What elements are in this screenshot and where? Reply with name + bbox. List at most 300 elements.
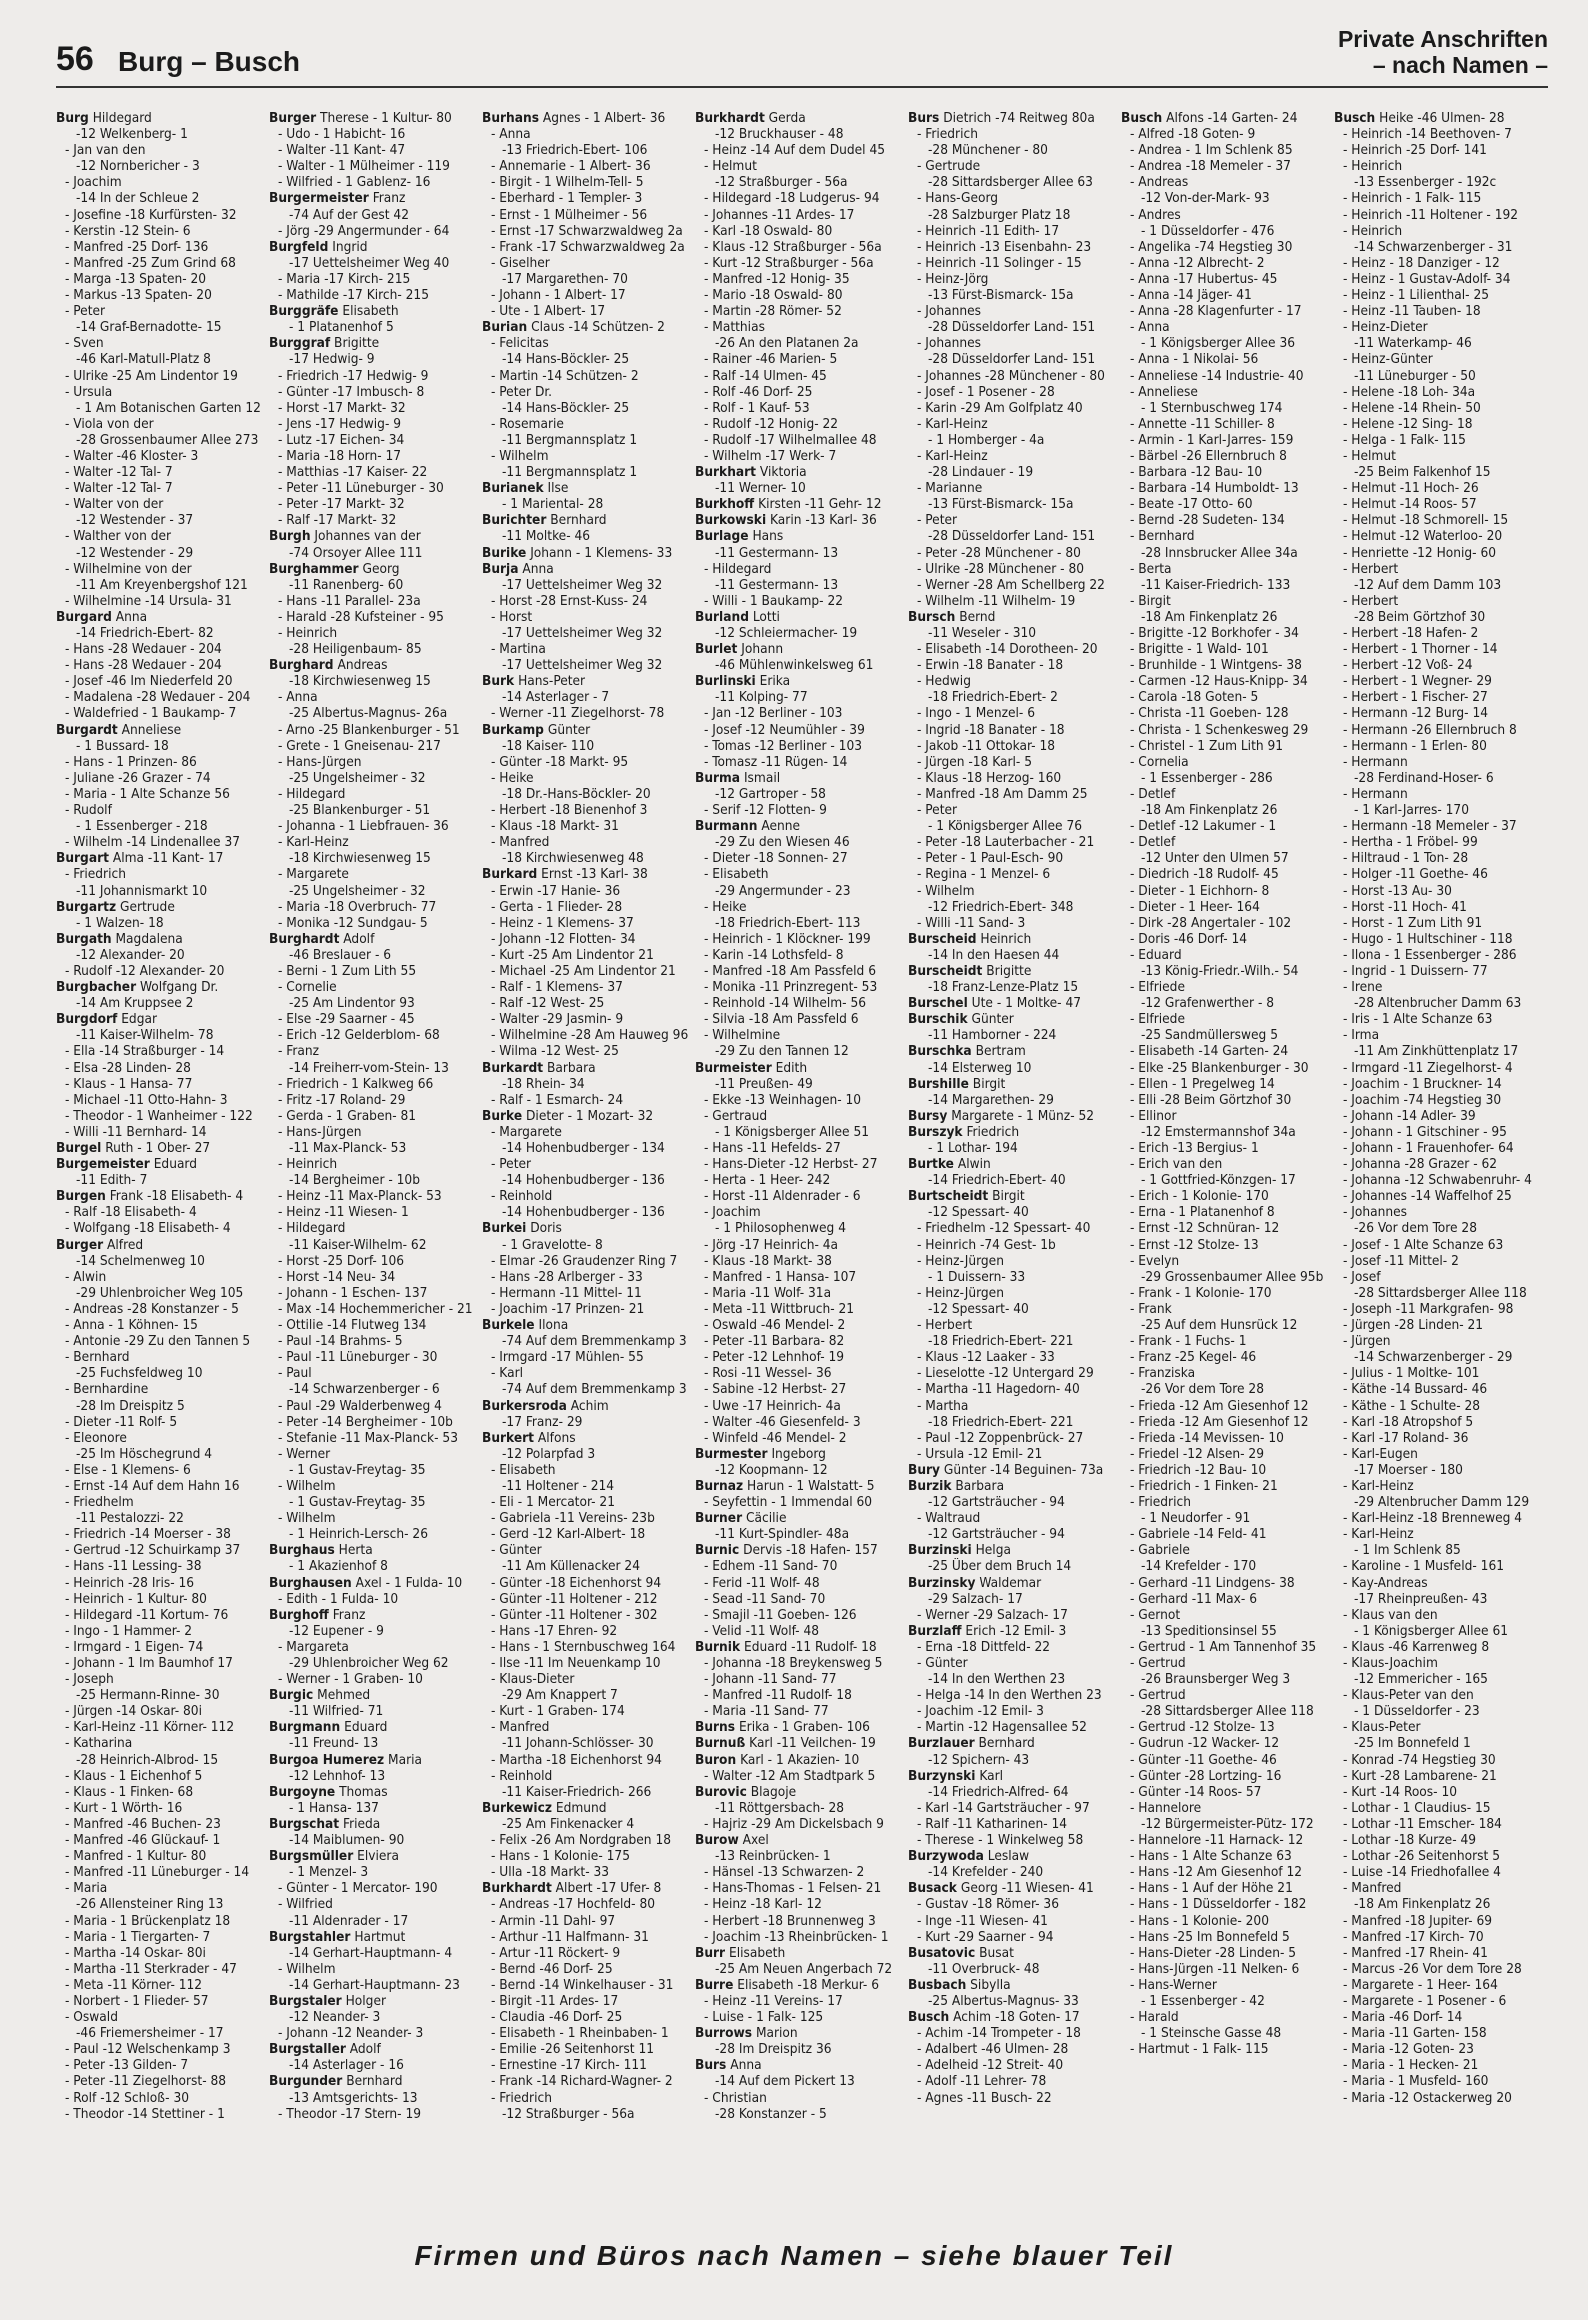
- surname-entry: [908, 609, 1121, 625]
- entry-detail: Elisabeth: [338, 303, 399, 320]
- person-entry: - Hermann - 1 Erlen- 80: [1343, 737, 1487, 754]
- directory-column: [695, 110, 908, 2220]
- person-entry: - Maria -46 Dorf- 14: [1343, 2009, 1463, 2026]
- address-line: -25 Sandmüllersweg 5: [1141, 1027, 1278, 1044]
- person-entry: - Ellinor: [1130, 1107, 1177, 1124]
- address-line: - 1 Heinrich-Lersch- 26: [289, 1526, 428, 1543]
- address-line: - 1 Gottfried-Könzgen- 17: [1141, 1172, 1296, 1189]
- person-entry: - Ralf -18 Elisabeth- 4: [65, 1204, 197, 1221]
- surname-entry: [56, 850, 269, 866]
- surname-entry: [695, 818, 908, 834]
- entry-detail: Achim -18 Goten- 17: [949, 2009, 1080, 2026]
- address-line: -14 Krefelder - 170: [1141, 1558, 1257, 1575]
- person-entry: - Walther von der: [65, 528, 172, 545]
- entry-detail: Marion: [752, 2025, 798, 2042]
- person-entry: - Wilhelm -17 Werk- 7: [704, 447, 837, 464]
- address-line: -17 Uettelsheimer Weg 32: [502, 625, 663, 641]
- person-entry: - Elisabeth - 1 Rheinbaben- 1: [491, 2025, 669, 2042]
- address-line: - 1 Akazienhof 8: [289, 1558, 388, 1575]
- entry-detail: Ilona: [534, 1317, 569, 1334]
- person-entry: - Walter -46 Giesenfeld- 3: [704, 1413, 861, 1430]
- person-entry: - Carmen -12 Haus-Knipp- 34: [1130, 673, 1308, 690]
- person-entry: - Maria - 1 Hecken- 21: [1343, 2057, 1479, 2074]
- address-line: -13 Amtsgerichts- 13: [289, 2089, 418, 2106]
- entry-detail: Adolf: [345, 2041, 381, 2058]
- person-entry: - Friedrich -17 Hedwig- 9: [278, 367, 429, 384]
- person-entry: - Gertrud -12 Schuirkamp 37: [65, 1542, 241, 1559]
- surname: Burner: [695, 1510, 743, 1527]
- address-line: -29 Am Knappert 7: [502, 1687, 618, 1704]
- person-entry: - Hans -28 Wedauer - 204: [65, 657, 222, 674]
- surname: Burzlaff: [908, 1622, 962, 1639]
- person-entry: - Manfred: [491, 834, 550, 851]
- entry-detail: Dietrich -74 Reitweg 80a: [939, 110, 1095, 126]
- person-entry: - Maria -11 Sand- 77: [704, 1703, 829, 1720]
- address-line: -14 Bergheimer - 10b: [289, 1172, 420, 1189]
- surname-entry: [56, 110, 269, 126]
- surname: Busch: [1334, 110, 1376, 126]
- surname-entry: [695, 1542, 908, 1558]
- entry-detail: Thomas: [335, 1783, 388, 1800]
- person-entry: - Friedhelm: [65, 1494, 134, 1511]
- entry-detail: Claus -14 Schützen- 2: [527, 319, 665, 336]
- entry-detail: Elviera: [353, 1848, 399, 1865]
- person-entry: - Karin -14 Lothsfeld- 8: [704, 946, 844, 963]
- address-line: -12 Auf dem Damm 103: [1354, 576, 1502, 593]
- address-line: -11 Hamborner - 224: [928, 1027, 1057, 1044]
- surname-entry: [908, 1076, 1121, 1092]
- directory-columns: [56, 110, 1546, 2220]
- person-entry: - Peter - 1 Paul-Esch- 90: [917, 850, 1064, 867]
- person-entry: - Lothar -18 Kurze- 49: [1343, 1832, 1477, 1849]
- person-entry: - Hans-Jürgen: [278, 753, 362, 770]
- person-entry: - Friedrich: [65, 866, 126, 883]
- surname-entry: [482, 1220, 695, 1236]
- person-entry: - Anna - 1 Nikolai- 56: [1130, 351, 1259, 368]
- section-title-line-2: – nach Namen –: [1372, 52, 1548, 78]
- surname: Burke: [482, 1107, 523, 1124]
- surname: Burkowski: [695, 512, 767, 529]
- address-line: -12 Straßburger - 56a: [715, 174, 848, 191]
- person-entry: - Günter -11 Goethe- 46: [1130, 1751, 1277, 1768]
- surname-entry: [269, 2073, 482, 2089]
- person-entry: - Ernst -12 Schnüran- 12: [1130, 1220, 1280, 1237]
- address-line: -12 Spessart- 40: [928, 1300, 1029, 1317]
- person-entry: - Joseph -11 Markgrafen- 98: [1343, 1300, 1514, 1317]
- person-entry: - Kurt -25 Am Lindentor 21: [491, 946, 654, 963]
- address-line: - 1 Homberger - 4a: [928, 431, 1045, 448]
- person-entry: - Hermann: [1343, 753, 1408, 770]
- person-entry: - Konrad -74 Hegstieg 30: [1343, 1751, 1496, 1768]
- surname: Burnaz: [695, 1477, 744, 1494]
- person-entry: - Martha -11 Sterkrader - 47: [65, 1960, 237, 1977]
- address-line: -26 Vor dem Tore 28: [1141, 1381, 1264, 1398]
- person-entry: - Norbert - 1 Flieder- 57: [65, 1992, 209, 2009]
- entry-detail: Ismail: [740, 769, 781, 786]
- person-entry: - Walter - 1 Mülheimer - 119: [278, 158, 450, 175]
- person-entry: - Maria - 1 Alte Schanze 56: [65, 785, 230, 802]
- address-line: -17 Margarethen- 70: [502, 270, 628, 287]
- person-entry: - Ingrid -18 Banater - 18: [917, 721, 1065, 738]
- surname: Burgmann: [269, 1719, 341, 1736]
- person-entry: - Horst -14 Neu- 34: [278, 1268, 396, 1285]
- person-entry: - Ingrid - 1 Duissern- 77: [1343, 962, 1488, 979]
- entry-detail: Hans: [748, 528, 784, 545]
- person-entry: - Rosi -11 Wessel- 36: [704, 1365, 832, 1382]
- person-entry: - Inge -11 Wiesen- 41: [917, 1912, 1048, 1929]
- address-line: -12 Koopmann- 12: [715, 1461, 828, 1478]
- address-line: -18 Am Finkenplatz 26: [1141, 608, 1278, 625]
- person-entry: - Detlef -12 Lakumer - 1: [1130, 818, 1277, 835]
- entry-detail: Günter -14 Beguinen- 73a: [940, 1461, 1104, 1478]
- address-line: -12 Gartsträucher - 94: [928, 1526, 1065, 1543]
- person-entry: - Maria: [65, 1880, 108, 1897]
- person-entry: - Reinhold -14 Wilhelm- 56: [704, 995, 867, 1012]
- surname-entry: [908, 110, 1121, 126]
- person-entry: - Matthias: [704, 319, 765, 336]
- person-entry: - Martha -11 Hagedorn- 40: [917, 1381, 1080, 1398]
- address-line: -14 Hans-Böckler- 25: [502, 399, 630, 416]
- surname-entry: [269, 335, 482, 351]
- person-entry: - Horst -11 Aldenrader - 6: [704, 1188, 861, 1205]
- surname: Busatovic: [908, 1944, 976, 1961]
- person-entry: - Tomas -12 Berliner - 103: [704, 737, 863, 754]
- person-entry: - Helmut -18 Schmorell- 15: [1343, 512, 1509, 529]
- entry-detail: Edgar: [117, 1011, 157, 1028]
- person-entry: - Bernd -28 Sudeten- 134: [1130, 512, 1285, 529]
- address-line: - 1 Essenberger - 218: [76, 818, 208, 835]
- person-entry: - Joachim -12 Emil- 3: [917, 1703, 1044, 1720]
- entry-detail: Alwin: [953, 1156, 991, 1173]
- person-entry: - Walter -46 Kloster- 3: [65, 447, 199, 464]
- person-entry: - Klaus -18 Markt- 31: [491, 818, 619, 835]
- person-entry: - Joachim: [704, 1204, 761, 1221]
- entry-detail: Mehmed: [313, 1687, 371, 1704]
- address-line: -12 Friedrich-Ebert- 348: [928, 898, 1074, 915]
- person-entry: - Hedwig: [917, 673, 971, 690]
- person-entry: - Klaus -12 Straßburger - 56a: [704, 238, 882, 255]
- surname: Burovic: [695, 1783, 747, 1800]
- surname-entry: [56, 1237, 269, 1253]
- address-line: -11 Kolping- 77: [715, 689, 808, 706]
- person-entry: - Andreas -17 Hochfeld- 80: [491, 1896, 656, 1913]
- surname-entry: [269, 1719, 482, 1735]
- person-entry: - Heinz-Jürgen: [917, 1284, 1004, 1301]
- surname: Burns: [695, 1719, 736, 1736]
- address-line: -11 Johannismarkt 10: [76, 882, 208, 899]
- address-line: -14 Asterlager - 7: [502, 689, 610, 706]
- person-entry: - Werner: [278, 1445, 331, 1462]
- person-entry: - Ursula: [65, 383, 113, 400]
- address-line: -13 Reinbrücken- 1: [715, 1848, 831, 1865]
- person-entry: - Werner - 1 Graben- 10: [278, 1671, 423, 1688]
- surname: Burschka: [908, 1043, 972, 1060]
- entry-detail: Anna: [518, 560, 554, 577]
- person-entry: - Oswald -46 Mendel- 2: [704, 1317, 846, 1334]
- address-line: - 1 Walzen- 18: [76, 914, 164, 931]
- person-entry: - Bärbel -26 Ellernbruch 8: [1130, 447, 1287, 464]
- person-entry: - Heinz-Jörg: [917, 270, 989, 287]
- person-entry: - Josef -46 Im Niederfeld 20: [65, 673, 233, 690]
- person-entry: - Alfred -18 Goten- 9: [1130, 126, 1256, 143]
- person-entry: - Franz -25 Kegel- 46: [1130, 1349, 1257, 1366]
- person-entry: - Barbara -12 Bau- 10: [1130, 464, 1263, 481]
- entry-detail: Alma -11 Kant- 17: [108, 850, 224, 867]
- entry-detail: Bernhard: [342, 2073, 403, 2090]
- address-line: -28 Sittardsberger Allee 118: [1354, 1284, 1527, 1301]
- person-entry: - Gerta - 1 Flieder- 28: [491, 898, 623, 915]
- person-entry: - Friedrich: [1130, 1494, 1191, 1511]
- person-entry: - Wilhelmine -28 Am Hauweg 96: [491, 1027, 689, 1044]
- surname-entry: [482, 1880, 695, 1896]
- person-entry: - Bernhard: [1130, 528, 1195, 545]
- address-line: -18 Am Finkenplatz 26: [1354, 1896, 1491, 1913]
- surname-entry: [269, 2041, 482, 2057]
- address-line: -18 Am Finkenplatz 26: [1141, 802, 1278, 819]
- surname-entry: [269, 561, 482, 577]
- surname-entry: [56, 1188, 269, 1204]
- entry-detail: Barbara: [951, 1477, 1005, 1494]
- person-entry: - Ursula -12 Emil- 21: [917, 1445, 1043, 1462]
- person-entry: - Hildegard: [278, 1220, 346, 1237]
- surname: Burgsmüller: [269, 1848, 354, 1865]
- person-entry: - Edhem -11 Sand- 70: [704, 1558, 838, 1575]
- person-entry: - Günter -18 Eichenhorst 94: [491, 1574, 662, 1591]
- person-entry: - Manfred -11 Rudolf- 18: [704, 1687, 852, 1704]
- person-entry: - Hans -12 Am Giesenhof 12: [1130, 1864, 1303, 1881]
- address-line: -46 Karl-Matull-Platz 8: [76, 351, 211, 368]
- person-entry: - Gudrun -12 Wacker- 12: [1130, 1735, 1280, 1752]
- person-entry: - Wilhelm: [917, 882, 975, 899]
- person-entry: - Jürgen -14 Oskar- 80i: [65, 1703, 202, 1720]
- surname: Burkardt: [482, 1059, 544, 1076]
- address-line: -28 Ferdinand-Hoser- 6: [1354, 769, 1494, 786]
- person-entry: - Oswald: [65, 2009, 118, 2026]
- person-entry: - Peter -17 Markt- 32: [278, 496, 405, 513]
- surname-entry: [908, 1043, 1121, 1059]
- person-entry: - Walter -12 Tal- 7: [65, 480, 173, 497]
- entry-detail: Margarete - 1 Münz- 52: [947, 1107, 1095, 1124]
- person-entry: - Gertrude: [917, 158, 981, 175]
- address-line: -18 Franz-Lenze-Platz 15: [928, 979, 1079, 996]
- person-entry: - Peter Dr.: [491, 383, 553, 400]
- address-line: -14 In den Haesen 44: [928, 946, 1060, 963]
- address-line: -14 In der Schleue 2: [76, 190, 200, 207]
- person-entry: - Irene: [1343, 979, 1383, 996]
- person-entry: - Claudia -46 Dorf- 25: [491, 2009, 623, 2026]
- person-entry: - Wilhelm: [278, 1960, 336, 1977]
- person-entry: - Heinrich - 1 Klöckner- 199: [704, 930, 871, 947]
- entry-detail: Waldemar: [975, 1574, 1042, 1591]
- address-line: -28 Beim Görtzhof 30: [1354, 608, 1486, 625]
- person-entry: - Felicitas: [491, 335, 549, 352]
- address-line: -74 Orsoyer Allee 111: [289, 544, 423, 561]
- surname: Bursch: [908, 608, 956, 625]
- address-line: -11 Werner- 10: [715, 480, 806, 497]
- surname: Burgoa Humerez: [269, 1751, 385, 1768]
- surname-entry: [56, 899, 269, 915]
- person-entry: - Martin -14 Schützen- 2: [491, 367, 639, 384]
- person-entry: - Ella -14 Straßburger - 14: [65, 1043, 225, 1060]
- surname: Burgstahler: [269, 1928, 351, 1945]
- surname: Burmann: [695, 818, 758, 835]
- person-entry: - Hannelore: [1130, 1799, 1202, 1816]
- person-entry: - Giselher: [491, 254, 550, 271]
- entry-detail: Elisabeth -18 Merkur- 6: [733, 1976, 880, 1993]
- person-entry: - Dieter - 1 Eichhorn- 8: [1130, 882, 1270, 899]
- person-entry: - Frieda -14 Mevissen- 10: [1130, 1429, 1284, 1446]
- person-entry: - Friedrich - 1 Finken- 21: [1130, 1477, 1278, 1494]
- entry-detail: Karl - 1 Akazien- 10: [736, 1751, 860, 1768]
- surname-entry: [908, 2009, 1121, 2025]
- entry-detail: Agnes - 1 Albert- 36: [539, 110, 666, 126]
- person-entry: - Günter - 1 Mercator- 190: [278, 1880, 438, 1897]
- surname-entry: [482, 1398, 695, 1414]
- person-entry: - Cornelie: [278, 979, 337, 996]
- address-line: -11 Pestalozzi- 22: [76, 1510, 184, 1527]
- address-line: -14 Hohenbudberger - 136: [502, 1172, 665, 1189]
- person-entry: - Hildegard -11 Kortum- 76: [65, 1606, 229, 1623]
- person-entry: - Ferid -11 Wolf- 48: [704, 1574, 820, 1591]
- address-line: - 1 Gustav-Freytag- 35: [289, 1494, 426, 1511]
- entry-detail: Frank -18 Elisabeth- 4: [105, 1188, 244, 1205]
- surname-entry: [56, 1011, 269, 1027]
- surname-entry: [695, 528, 908, 544]
- person-entry: - Maria -11 Wolf- 31a: [704, 1284, 832, 1301]
- surname-entry: [56, 609, 269, 625]
- person-entry: - Max -14 Hochemmericher - 21: [278, 1300, 473, 1317]
- surname-entry: [908, 1011, 1121, 1027]
- person-entry: - Horst: [491, 608, 533, 625]
- address-line: -14 Elsterweg 10: [928, 1059, 1032, 1076]
- person-entry: - Arthur -11 Halfmann- 31: [491, 1928, 649, 1945]
- person-entry: - Jan -12 Berliner - 103: [704, 705, 843, 722]
- person-entry: - Adolf -11 Lehrer- 78: [917, 2073, 1047, 2090]
- address-line: -25 Fuchsfeldweg 10: [76, 1365, 203, 1382]
- entry-detail: Dieter - 1 Mozart- 32: [522, 1107, 654, 1124]
- entry-detail: Magdalena: [111, 930, 183, 947]
- entry-detail: Alfred: [103, 1236, 144, 1253]
- person-entry: - Helga - 1 Falk- 115: [1343, 431, 1466, 448]
- person-entry: - Käthe - 1 Schulte- 28: [1343, 1397, 1481, 1414]
- person-entry: - Peter: [917, 512, 958, 529]
- surname: Burscheid: [908, 930, 977, 947]
- person-entry: - Eberhard - 1 Templer- 3: [491, 190, 643, 207]
- surname: Burger: [269, 110, 317, 126]
- address-line: -12 Schleiermacher- 19: [715, 625, 858, 641]
- address-line: -18 Friedrich-Ebert- 2: [928, 689, 1058, 706]
- person-entry: - Frank - 1 Kolonie- 170: [1130, 1284, 1272, 1301]
- person-entry: - Heinz-Jürgen: [917, 1252, 1004, 1269]
- person-entry: - Anna: [491, 126, 531, 143]
- person-entry: - Ulrike -25 Am Lindentor 19: [65, 367, 238, 384]
- surname: Burshille: [908, 1075, 969, 1092]
- address-line: -17 Uettelsheimer Weg 32: [502, 576, 663, 593]
- entry-detail: Friedrich: [962, 1123, 1020, 1140]
- surname-entry: [269, 1575, 482, 1591]
- surname: Burghard: [269, 657, 334, 674]
- person-entry: - Jürgen -28 Linden- 21: [1343, 1317, 1484, 1334]
- entry-detail: Ilse: [543, 480, 569, 497]
- person-entry: - Willi -11 Bernhard- 14: [65, 1123, 207, 1140]
- surname: Burgfeld: [269, 238, 329, 255]
- person-entry: - Klaus -46 Karrenweg 8: [1343, 1638, 1490, 1655]
- person-entry: - Wilhelm: [278, 1477, 336, 1494]
- surname-entry: [695, 609, 908, 625]
- surname-entry: [695, 1510, 908, 1526]
- person-entry: - Hajriz -29 Am Dickelsbach 9: [704, 1815, 884, 1832]
- surname: Burlage: [695, 528, 749, 545]
- person-entry: - Maria - 1 Tiergarten- 7: [65, 1928, 211, 1945]
- person-entry: - Manfred -12 Honig- 35: [704, 270, 850, 287]
- person-entry: - Maria -12 Ostackerweg 20: [1343, 2089, 1512, 2106]
- address-line: -11 Gestermann- 13: [715, 544, 839, 561]
- address-line: -14 Friedrich-Ebert- 82: [76, 625, 214, 641]
- entry-detail: Gerda: [764, 110, 806, 126]
- person-entry: - Herbert -18 Bienenhof 3: [491, 802, 648, 819]
- person-entry: - Peter -11 Ziegelhorst- 88: [65, 2073, 227, 2090]
- surname-entry: [695, 1639, 908, 1655]
- person-entry: - Agnes -11 Busch- 22: [917, 2089, 1052, 2106]
- surname: Burgart: [56, 850, 109, 867]
- entry-detail: Hartmut: [350, 1928, 406, 1945]
- surname-entry: [269, 1929, 482, 1945]
- person-entry: - Heinrich -25 Dorf- 141: [1343, 142, 1487, 159]
- person-entry: - Christian: [704, 2089, 767, 2106]
- person-entry: - Helmut -12 Waterloo- 20: [1343, 528, 1503, 545]
- address-line: -29 Grossenbaumer Allee 95b: [1141, 1268, 1324, 1285]
- surname: Burike: [482, 544, 527, 561]
- person-entry: - Manfred: [1343, 1880, 1402, 1897]
- address-line: -12 Emmericher - 165: [1354, 1671, 1488, 1688]
- surname-entry: [695, 110, 908, 126]
- directory-column: [482, 110, 695, 2220]
- address-line: -13 Friedrich-Ebert- 106: [502, 142, 648, 159]
- person-entry: - Manfred -25 Dorf- 136: [65, 238, 209, 255]
- surname: Busack: [908, 1880, 957, 1897]
- person-entry: - Wilhelm -11 Wilhelm- 19: [917, 592, 1076, 609]
- surname: Burnic: [695, 1542, 740, 1559]
- surname-entry: [269, 239, 482, 255]
- person-entry: - Helmut: [1343, 447, 1396, 464]
- person-entry: - Karl: [491, 1365, 523, 1382]
- entry-detail: Karl -11 Veilchen- 19: [745, 1735, 876, 1752]
- address-line: -26 An den Platanen 2a: [715, 335, 859, 352]
- person-entry: - Felix -26 Am Nordgraben 18: [491, 1832, 671, 1849]
- address-line: -74 Auf der Gest 42: [289, 206, 409, 223]
- person-entry: - Anneliese -14 Industrie- 40: [1130, 367, 1304, 384]
- person-entry: - Helmut: [704, 158, 757, 175]
- person-entry: - Elsa -28 Linden- 28: [65, 1059, 191, 1076]
- person-entry: - Ernst -12 Stolze- 13: [1130, 1236, 1259, 1253]
- entry-detail: Aenne: [757, 818, 801, 835]
- person-entry: - Hans-Dieter -28 Linden- 5: [1130, 1944, 1297, 1961]
- entry-detail: Hans-Peter: [514, 673, 586, 690]
- person-entry: - Heinrich - 1 Falk- 115: [1343, 190, 1482, 207]
- person-entry: - Elisabeth: [491, 1461, 556, 1478]
- person-entry: - Elke -25 Blankenburger - 30: [1130, 1059, 1309, 1076]
- directory-column: [908, 110, 1121, 2220]
- entry-detail: Axel - 1 Fulda- 10: [351, 1574, 463, 1591]
- entry-detail: Georg: [358, 560, 400, 577]
- surname: Burgermeister: [269, 190, 369, 207]
- entry-detail: Therese - 1 Kultur- 80: [316, 110, 452, 126]
- person-entry: - Margarete - 1 Posener - 6: [1343, 1992, 1507, 2009]
- surname: Burhans: [482, 110, 540, 126]
- address-line: -14 Gerhart-Hauptmann- 4: [289, 1944, 453, 1961]
- surname: Burkhardt: [695, 110, 765, 126]
- entry-detail: Axel: [738, 1832, 769, 1849]
